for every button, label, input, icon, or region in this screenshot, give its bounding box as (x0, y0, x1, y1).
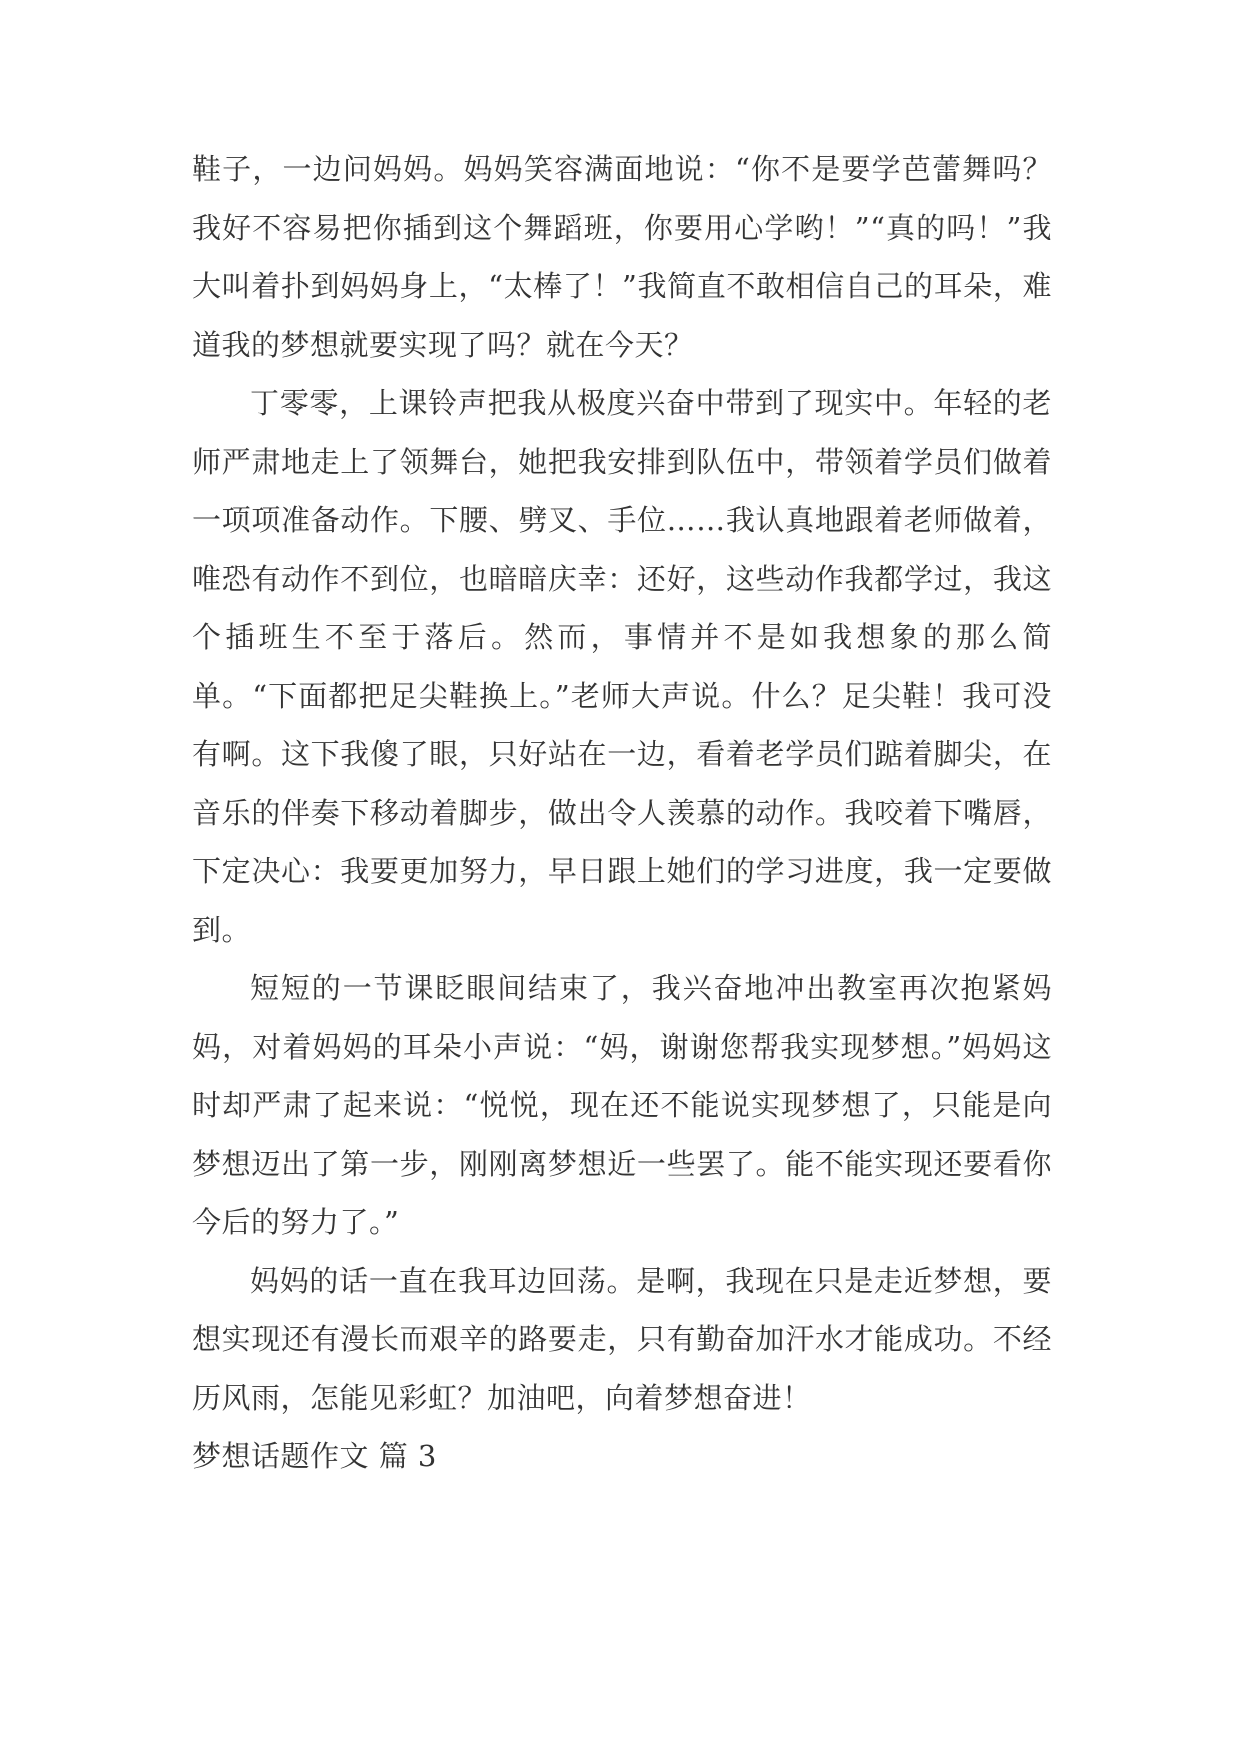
paragraph-2: 丁零零，上课铃声把我从极度兴奋中带到了现实中。年轻的老师严肃地走上了领舞台，她把我安排到队伍中，带领着学员们做着一项项准备动作。下腰、劈叉、手位……我认真地跟着老师做着，唯恐有动作不到位，也暗暗庆幸：还好，这些动作我都学过，我这个插班生不至于落后。然而，事情并不是如我想象的那么简单。“下面都把足尖鞋换上。”老师大声说。什么？足尖鞋！我可没有啊。这下我傻了眼，只好站在一边，看着老学员们踮着脚尖，在音乐的伴奏下移动着脚步，做出令人羡慕的动作。我咬着下嘴唇，下定决心：我要更加努力，早日跟上她们的学习进度，我一定要做到。 (192, 386, 1052, 947)
section-heading: 梦想话题作文 篇 3 (192, 1439, 437, 1473)
paragraph-3: 短短的一节课眨眼间结束了，我兴奋地冲出教室再次抱紧妈妈，对着妈妈的耳朵小声说：“妈，谢谢您帮我实现梦想。”妈妈这时却严肃了起来说：“悦悦，现在还不能说实现梦想了，只能是向梦想迈出了第一步，刚刚离梦想近一些罢了。能不能实现还要看你今后的努力了。” (192, 971, 1052, 1239)
paragraph-1: 鞋子，一边问妈妈。妈妈笑容满面地说：“你不是要学芭蕾舞吗？我好不容易把你插到这个舞蹈班，你要用心学哟！”“真的吗！”我大叫着扑到妈妈身上，“太棒了！”我简直不敢相信自己的耳朵，难道我的梦想就要实现了吗？就在今天？ (192, 152, 1052, 362)
document-page (192, 140, 1052, 1486)
paragraph-4: 妈妈的话一直在我耳边回荡。是啊，我现在只是走近梦想，要想实现还有漫长而艰辛的路要走，只有勤奋加汗水才能成功。不经历风雨，怎能见彩虹？加油吧，向着梦想奋进！ (192, 1263, 1052, 1415)
